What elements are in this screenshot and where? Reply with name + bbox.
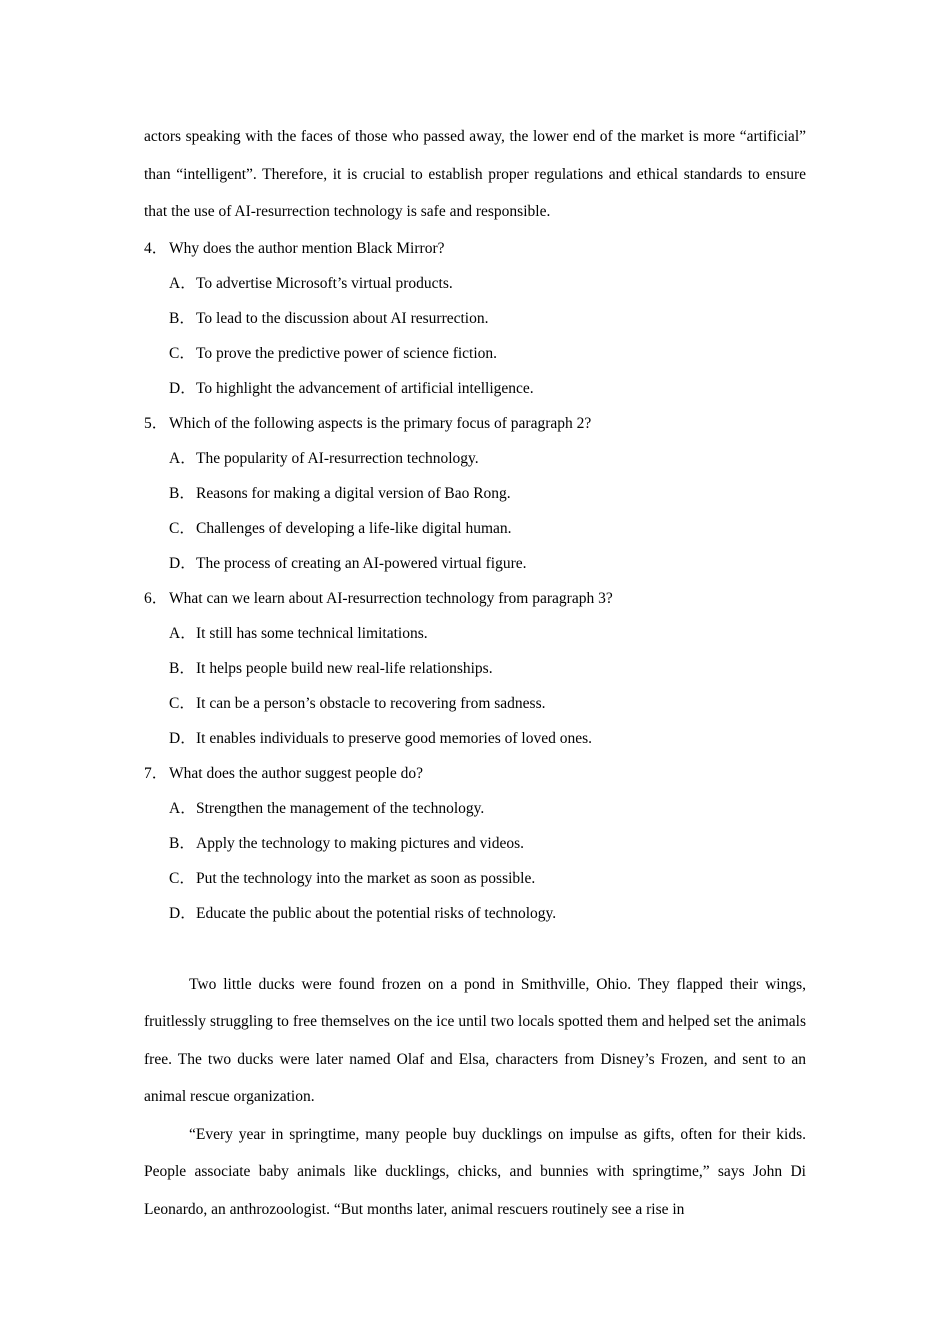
question-text: Why does the author mention Black Mirror?	[169, 239, 445, 257]
option-a	[169, 616, 806, 651]
option-text: Reasons for making a digital version of Bao Rong.	[196, 484, 511, 502]
option-text: To prove the predictive power of science fiction.	[196, 344, 498, 362]
option-letter: B．	[169, 659, 195, 677]
question-stem	[144, 231, 806, 266]
question-number: 7．	[144, 764, 168, 782]
option-b	[169, 651, 806, 686]
option-letter: B．	[169, 309, 195, 327]
exam-page	[144, 118, 806, 1228]
section-gap	[144, 931, 806, 966]
option-letter: A．	[169, 449, 196, 467]
option-text: The popularity of AI-resurrection technology.	[196, 449, 479, 467]
option-a	[169, 266, 806, 301]
option-c	[169, 861, 806, 896]
option-d	[169, 546, 806, 581]
option-text: It still has some technical limitations.	[196, 624, 428, 642]
question-stem	[144, 406, 806, 441]
option-letter: C．	[169, 519, 195, 537]
option-text: It helps people build new real-life relationships.	[196, 659, 493, 677]
option-b	[169, 826, 806, 861]
question-number: 6．	[144, 589, 168, 607]
passage2-paragraph-2: “Every year in springtime, many people buy ducklings on impulse as gifts, often for their kids. People associate baby animals like ducklings, chicks, and bunnies with springtime,” says John Di Leonardo, an anthrozoologist. “But months later, animal rescuers routinely see a rise in	[144, 1125, 806, 1218]
question-text: What does the author suggest people do?	[169, 764, 423, 782]
option-letter: A．	[169, 274, 196, 292]
option-text: It can be a person’s obstacle to recovering from sadness.	[196, 694, 546, 712]
passage-continuation: actors speaking with the faces of those who passed away, the lower end of the market is more “artificial” than “intelligent”. Therefore, it is crucial to establish proper regulations and ethical standards to ensure that the use of AI-resurrection technology is safe and responsible.	[144, 128, 806, 220]
option-text: The process of creating an AI-powered virtual figure.	[196, 554, 527, 572]
option-c	[169, 336, 806, 371]
option-text: Apply the technology to making pictures and videos.	[196, 834, 525, 852]
question-text: Which of the following aspects is the primary focus of paragraph 2?	[169, 414, 592, 432]
option-letter: B．	[169, 834, 195, 852]
option-a	[169, 441, 806, 476]
option-d	[169, 721, 806, 756]
question-stem	[144, 581, 806, 616]
option-letter: D．	[169, 379, 196, 397]
option-c	[169, 686, 806, 721]
option-text: To advertise Microsoft’s virtual products.	[196, 274, 453, 292]
option-letter: A．	[169, 624, 196, 642]
question-6	[144, 581, 806, 756]
option-text: To highlight the advancement of artificial intelligence.	[196, 379, 534, 397]
question-text: What can we learn about AI-resurrection technology from paragraph 3?	[169, 589, 613, 607]
option-c	[169, 511, 806, 546]
option-letter: C．	[169, 344, 195, 362]
option-text: Educate the public about the potential risks of technology.	[196, 904, 557, 922]
question-5	[144, 406, 806, 581]
option-letter: D．	[169, 554, 196, 572]
question-stem	[144, 756, 806, 791]
option-letter: D．	[169, 729, 196, 747]
option-letter: B．	[169, 484, 195, 502]
option-text: Put the technology into the market as soon as possible.	[196, 869, 536, 887]
option-d	[169, 896, 806, 931]
option-text: It enables individuals to preserve good memories of loved ones.	[196, 729, 593, 747]
option-a	[169, 791, 806, 826]
option-letter: A．	[169, 799, 196, 817]
option-letter: C．	[169, 869, 195, 887]
option-letter: C．	[169, 694, 195, 712]
option-text: Challenges of developing a life-like digital human.	[196, 519, 512, 537]
option-b	[169, 301, 806, 336]
option-letter: D．	[169, 904, 196, 922]
option-d	[169, 371, 806, 406]
question-number: 4．	[144, 239, 168, 257]
passage2-paragraph-1: Two little ducks were found frozen on a pond in Smithville, Ohio. They flapped their wings, fruitlessly struggling to free themselves on the ice until two locals spotted them and helped set the animals free. The two ducks were later named Olaf and Elsa, characters from Disney’s Frozen, and sent to an animal rescue organization.	[144, 975, 806, 1105]
question-4	[144, 231, 806, 406]
question-number: 5．	[144, 414, 168, 432]
option-text: Strengthen the management of the technology.	[196, 799, 485, 817]
option-text: To lead to the discussion about AI resurrection.	[196, 309, 489, 327]
option-b	[169, 476, 806, 511]
question-7	[144, 756, 806, 931]
